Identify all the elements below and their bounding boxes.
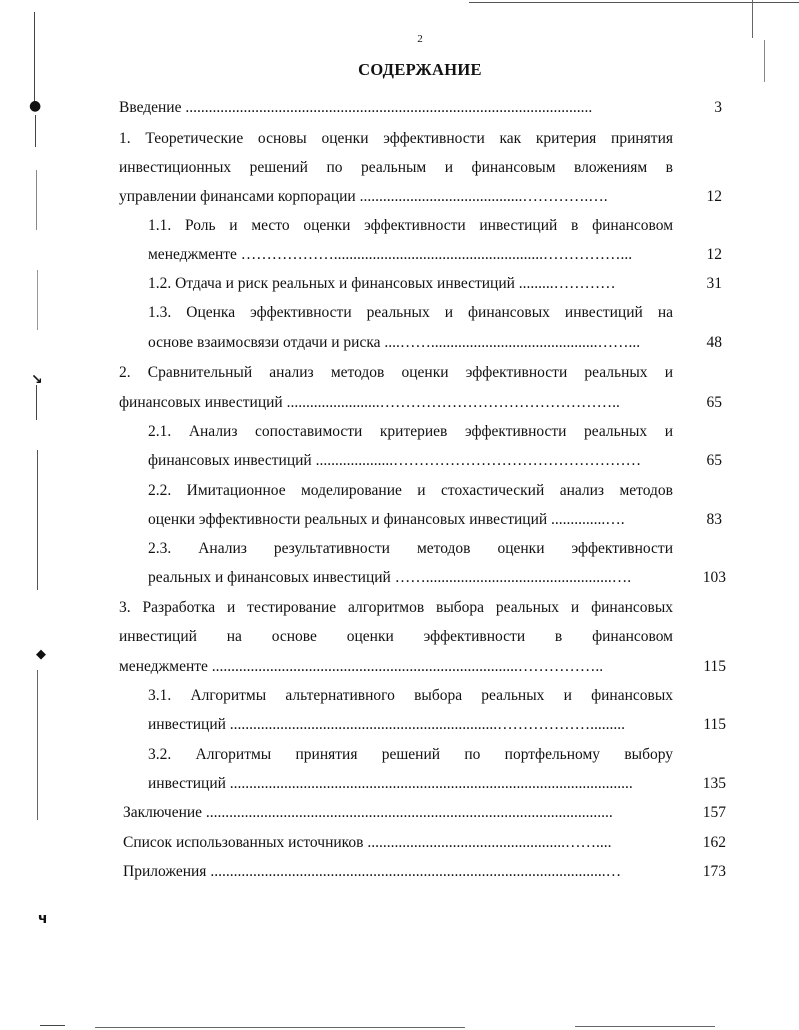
toc-entry-3-2-page: 135 xyxy=(702,775,726,792)
toc-entry-2-1-line-1: 2.1. Анализ сопоставимости критериев эффективности реальных и xyxy=(148,423,673,440)
toc-entry-2-1-page: 65 xyxy=(706,452,722,469)
scan-edge-line-left-3 xyxy=(36,170,37,230)
toc-entry-1-1-line-1: 1.1. Роль и место оценки эффективности инвестиций в финансовом xyxy=(148,217,673,234)
toc-entry-ch2-line-2: финансовых инвестиций ........................……………………………………….. xyxy=(119,394,620,411)
scan-edge-line-bottom-3 xyxy=(575,1026,715,1027)
toc-entry-2-2-page: 83 xyxy=(706,511,722,528)
page-number: 2 xyxy=(417,33,423,45)
toc-entry-3-2-line-1: 3.2. Алгоритмы принятия решений по портфельному выбору xyxy=(148,746,673,763)
toc-entry-3-1-page: 115 xyxy=(703,716,726,733)
scan-edge-line-bottom-1 xyxy=(40,1025,65,1026)
toc-entry-ch2-page: 65 xyxy=(706,394,722,411)
toc-entry-ch1-line-1: 1. Теоретические основы оценки эффективности как критерия принятия xyxy=(119,130,673,147)
toc-entry-ch2-line-1: 2. Сравнительный анализ методов оценки эффективности реальных и xyxy=(119,364,673,381)
toc-entry-ch1-line-3: управлении финансами корпорации ..........................................………….…. xyxy=(119,188,608,205)
scan-edge-line-left-7 xyxy=(37,670,38,820)
scan-edge-line-left-5 xyxy=(36,385,37,420)
toc-entry-ch3-page: 115 xyxy=(703,658,726,675)
toc-entry-appendices-line-1: Приложения ......................................................................................................… xyxy=(123,863,622,880)
scan-blot-3: ◆ xyxy=(36,647,46,662)
toc-entry-intro-line-1: Введение ......................................................................................................... xyxy=(119,99,593,116)
scan-edge-line-left-2 xyxy=(35,115,36,147)
toc-entry-intro-page: 3 xyxy=(714,99,722,116)
toc-entry-ch3-line-3: менеджменте ...............................................................................…………….. xyxy=(119,658,604,675)
toc-entry-2-2-line-2: оценки эффективности реальных и финансовых инвестиций ..............…. xyxy=(148,511,625,528)
toc-entry-conclusion-page: 157 xyxy=(702,804,726,821)
scan-edge-line-left-4 xyxy=(37,270,38,330)
toc-entry-1-1-line-2: менеджменте ………………......................................................……………... xyxy=(148,246,633,263)
scan-blot-2: ↘ xyxy=(31,372,43,388)
toc-entry-ch1-line-2: инвестиционных решений по реальным и финансовым вложениям в xyxy=(119,159,673,176)
toc-entry-3-1-line-2: инвестиций .....................................................................………………......... xyxy=(148,716,626,733)
scan-edge-line-bottom-2 xyxy=(95,1027,465,1028)
scan-edge-line-left-1 xyxy=(34,12,35,102)
toc-entry-ch3-line-1: 3. Разработка и тестирование алгоритмов выбора реальных и финансовых xyxy=(119,599,673,616)
toc-entry-1-3-page: 48 xyxy=(706,334,722,351)
toc-entry-1-3-line-2: основе взаимосвязи отдачи и риска ....……...........................................……... xyxy=(148,334,641,351)
scan-edge-line-left-6 xyxy=(37,450,38,590)
toc-entry-1-2-page: 31 xyxy=(706,275,722,292)
toc-entry-1-1-page: 12 xyxy=(706,246,722,263)
toc-entry-conclusion-line-1: Заключение ......................................................................................................... xyxy=(123,804,613,821)
scan-blot-1: ● xyxy=(29,98,42,114)
toc-entry-2-3-line-1: 2.3. Анализ результативности методов оценки эффективности xyxy=(148,540,673,557)
toc-entry-2-3-line-2: реальных и финансовых инвестиций ……................................................…. xyxy=(148,569,632,586)
toc-entry-3-2-line-2: инвестиций ........................................................................................................ xyxy=(148,775,633,792)
toc-entry-appendices-page: 173 xyxy=(702,863,726,880)
toc-entry-1-3-line-1: 1.3. Оценка эффективности реальных и финансовых инвестиций на xyxy=(148,304,673,321)
toc-entry-2-2-line-1: 2.2. Имитационное моделирование и стохастический анализ методов xyxy=(148,482,673,499)
page-title: СОДЕРЖАНИЕ xyxy=(358,60,482,79)
toc-entry-ch1-page: 12 xyxy=(706,188,722,205)
toc-entry-references-line-1: Список использованных источников ...................................................…….... xyxy=(123,834,612,851)
toc-entry-references-page: 162 xyxy=(702,834,726,851)
toc-entry-3-1-line-1: 3.1. Алгоритмы альтернативного выбора реальных и финансовых xyxy=(148,687,673,704)
toc-entry-1-2-line-1: 1.2. Отдача и риск реальных и финансовых инвестиций .........………… xyxy=(148,275,616,292)
scan-edge-line-top xyxy=(469,2,799,3)
toc-entry-2-3-page: 103 xyxy=(702,569,726,586)
toc-entry-2-1-line-2: финансовых инвестиций ....................………………………………………… xyxy=(148,452,642,469)
toc-entry-ch3-line-2: инвестиций на основе оценки эффективности в финансовом xyxy=(119,628,673,645)
scan-blot-4: ч xyxy=(38,911,48,927)
